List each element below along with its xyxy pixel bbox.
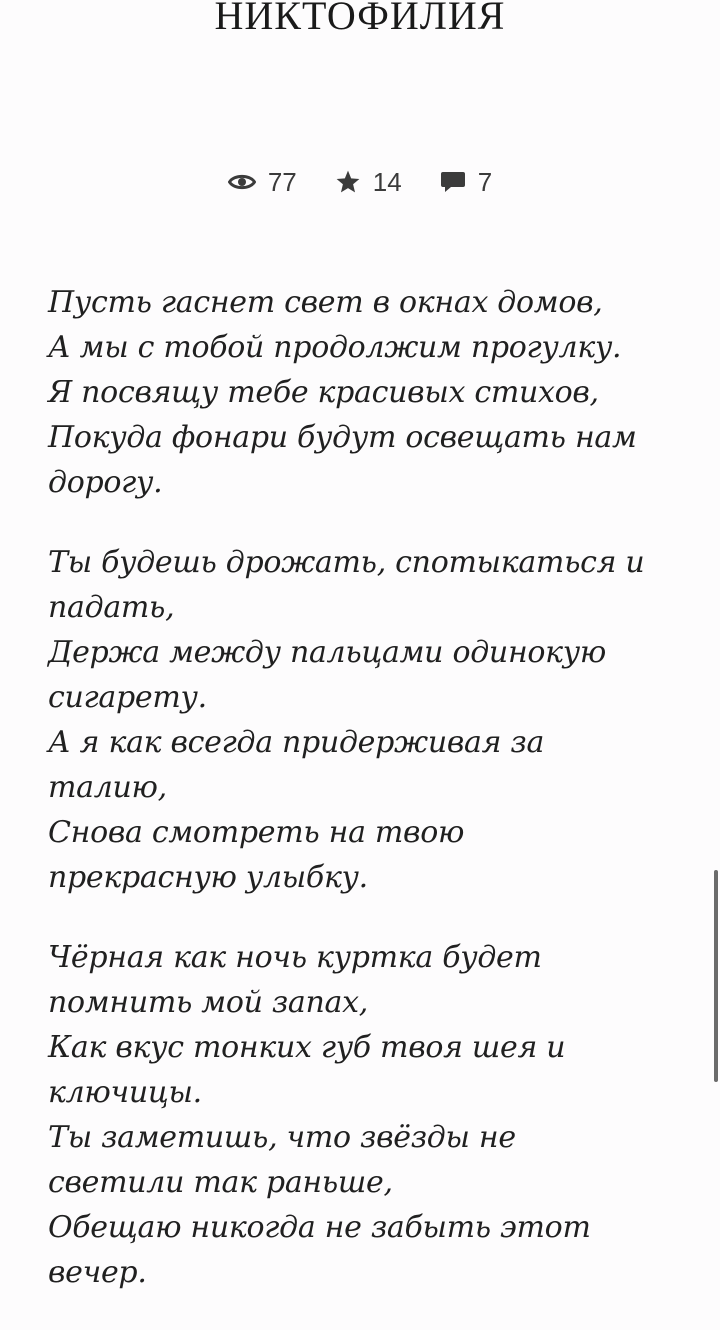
poem-line: Снова смотреть на твою (48, 815, 465, 850)
stats-bar (0, 164, 720, 200)
poem-line: Ты заметишь, что звёзды не (48, 1120, 516, 1155)
poem-line: А я как всегда придерживая за (48, 725, 545, 760)
poem-line: Пусть гаснет свет в окнах домов, (48, 285, 603, 320)
poem-line: А мы с тобой продолжим прогулку. (48, 330, 622, 365)
poem-line: Я посвящу тебе красивых стихов, (48, 375, 599, 410)
poem-line: Обещаю никогда не забыть этот (48, 1210, 591, 1245)
stars-stat[interactable] (335, 167, 402, 198)
poem-line: помнить мой запах, (48, 985, 368, 1020)
poem-line: Чёрная как ночь куртка будет (48, 940, 542, 975)
poem-line: Как вкус тонких губ твоя шея и (48, 1030, 566, 1065)
poem-stanza (48, 540, 688, 900)
star-icon[interactable] (335, 169, 361, 195)
poem-line: Покуда фонари будут освещать нам (48, 420, 637, 455)
eye-icon (228, 172, 256, 192)
poem-text (48, 280, 688, 1330)
poem-line: ключицы. (48, 1075, 202, 1110)
comments-stat[interactable] (440, 167, 492, 198)
poem-line: дорогу. (48, 465, 163, 500)
views-stat (228, 167, 297, 198)
views-count: 77 (267, 166, 297, 197)
poem-stanza (48, 935, 688, 1295)
scrollbar[interactable] (714, 870, 718, 1082)
page-title: НИКТОФИЛИЯ (214, 0, 506, 38)
poem-stanza (48, 280, 688, 505)
poem-line: вечер. (48, 1255, 147, 1290)
comment-icon[interactable] (440, 170, 466, 194)
poem-line: светили так раньше, (48, 1165, 393, 1200)
poem-line: Ты будешь дрожать, спотыкаться и (48, 545, 645, 580)
poem-line: сигарету. (48, 680, 207, 715)
poem-line: прекрасную улыбку. (48, 860, 368, 895)
poem-line: Держа между пальцами одинокую (48, 635, 606, 670)
comments-count: 7 (477, 166, 493, 197)
poem-line: падать, (48, 590, 175, 625)
stars-count: 14 (372, 166, 402, 197)
poem-line: талию, (48, 770, 167, 805)
